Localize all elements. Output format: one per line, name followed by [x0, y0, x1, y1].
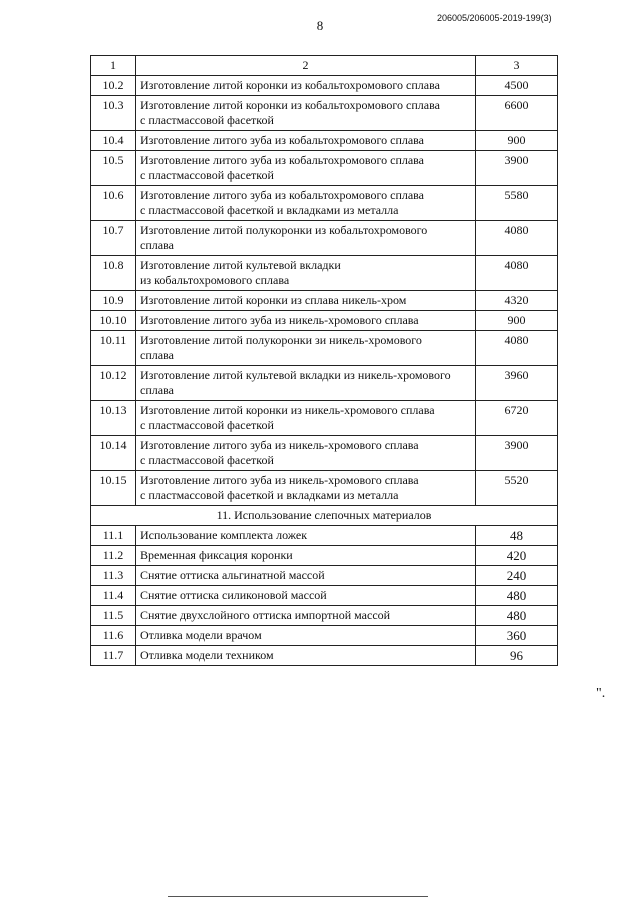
row-price: 360: [476, 626, 558, 646]
row-number: 11.7: [91, 646, 136, 666]
row-description: Изготовление литой полукоронки из кобальтохромового сплава: [136, 221, 476, 256]
row-description: Изготовление литой коронки из кобальтохромового сплава с пластмассовой фасеткой: [136, 96, 476, 131]
row-price: 48: [476, 526, 558, 546]
row-description: Снятие оттиска силиконовой массой: [136, 586, 476, 606]
table-row: [91, 566, 558, 586]
row-number: 11.5: [91, 606, 136, 626]
row-number: 11.6: [91, 626, 136, 646]
row-number: 10.10: [91, 311, 136, 331]
row-price: 480: [476, 606, 558, 626]
row-description: Изготовление литого зуба из никель-хромового сплава с пластмассовой фасеткой и вкладками из металла: [136, 471, 476, 506]
row-price: 3900: [476, 151, 558, 186]
row-number: 11.4: [91, 586, 136, 606]
table-row: [91, 186, 558, 221]
row-number: 10.12: [91, 366, 136, 401]
row-description: Использование комплекта ложек: [136, 526, 476, 546]
row-price: 6600: [476, 96, 558, 131]
page-number: 8: [316, 18, 324, 33]
row-price: 96: [476, 646, 558, 666]
row-description: Изготовление литого зуба из никель-хромового сплава: [136, 311, 476, 331]
row-description: Изготовление литого зуба из кобальтохромового сплава с пластмассовой фасеткой: [136, 151, 476, 186]
row-description: Изготовление литой коронки из сплава никель-хром: [136, 291, 476, 311]
table-row: [91, 436, 558, 471]
row-description: Изготовление литой культевой вкладки из никель-хромового сплава: [136, 366, 476, 401]
row-price: 4320: [476, 291, 558, 311]
row-number: 10.15: [91, 471, 136, 506]
row-number: 10.7: [91, 221, 136, 256]
row-description: Изготовление литого зуба из никель-хромового сплава с пластмассовой фасеткой: [136, 436, 476, 471]
table-row: [91, 546, 558, 566]
row-price: 480: [476, 586, 558, 606]
table-row: [91, 366, 558, 401]
header-col-price: 3: [476, 56, 558, 76]
table-row: [91, 221, 558, 256]
table-row: [91, 646, 558, 666]
row-number: 10.4: [91, 131, 136, 151]
table-row: [91, 131, 558, 151]
row-price: 900: [476, 131, 558, 151]
table-row: [91, 606, 558, 626]
row-number: 11.3: [91, 566, 136, 586]
row-description: Снятие оттиска альгинатной массой: [136, 566, 476, 586]
section-title: 11. Использование слепочных материалов: [91, 506, 558, 526]
table-row: [91, 526, 558, 546]
row-price: 5520: [476, 471, 558, 506]
row-price: 4500: [476, 76, 558, 96]
table-row: [91, 586, 558, 606]
row-price: 4080: [476, 256, 558, 291]
table-row: [91, 291, 558, 311]
table-row: [91, 76, 558, 96]
table-row: [91, 401, 558, 436]
header-col-description: 2: [136, 56, 476, 76]
row-price: 240: [476, 566, 558, 586]
row-description: Отливка модели врачом: [136, 626, 476, 646]
table-row: [91, 256, 558, 291]
row-price: 6720: [476, 401, 558, 436]
row-description: Изготовление литого зуба из кобальтохромового сплава: [136, 131, 476, 151]
row-description: Изготовление литой полукоронки зи никель-хромового сплава: [136, 331, 476, 366]
row-number: 10.13: [91, 401, 136, 436]
row-number: 10.5: [91, 151, 136, 186]
closing-quote: ".: [596, 686, 606, 701]
row-number: 10.3: [91, 96, 136, 131]
row-price: 3900: [476, 436, 558, 471]
row-price: 4080: [476, 221, 558, 256]
row-description: Изготовление литой коронки из кобальтохромового сплава: [136, 76, 476, 96]
row-number: 10.8: [91, 256, 136, 291]
header-col-number: 1: [91, 56, 136, 76]
row-number: 11.1: [91, 526, 136, 546]
row-description: Изготовление литого зуба из кобальтохромового сплава с пластмассовой фасеткой и вкладками из металла: [136, 186, 476, 221]
row-price: 4080: [476, 331, 558, 366]
row-description: Снятие двухслойного оттиска импортной массой: [136, 606, 476, 626]
price-table: [90, 55, 558, 666]
row-description: Отливка модели техником: [136, 646, 476, 666]
row-price: 3960: [476, 366, 558, 401]
table-row: [91, 471, 558, 506]
table-header-row: [91, 56, 558, 76]
row-price: 5580: [476, 186, 558, 221]
row-description: Изготовление литой коронки из никель-хромового сплава с пластмассовой фасеткой: [136, 401, 476, 436]
table-row: [91, 151, 558, 186]
row-description: Изготовление литой культевой вкладки из кобальтохромового сплава: [136, 256, 476, 291]
row-number: 10.14: [91, 436, 136, 471]
row-description: Временная фиксация коронки: [136, 546, 476, 566]
table-row: [91, 311, 558, 331]
row-number: 10.9: [91, 291, 136, 311]
row-number: 11.2: [91, 546, 136, 566]
table-row: [91, 96, 558, 131]
document-id: 206005/206005-2019-199(3): [437, 13, 552, 23]
section-row: [91, 506, 558, 526]
row-price: 420: [476, 546, 558, 566]
row-number: 10.11: [91, 331, 136, 366]
footer-line: [168, 896, 428, 897]
row-price: 900: [476, 311, 558, 331]
table-row: [91, 331, 558, 366]
row-number: 10.6: [91, 186, 136, 221]
row-number: 10.2: [91, 76, 136, 96]
table-row: [91, 626, 558, 646]
